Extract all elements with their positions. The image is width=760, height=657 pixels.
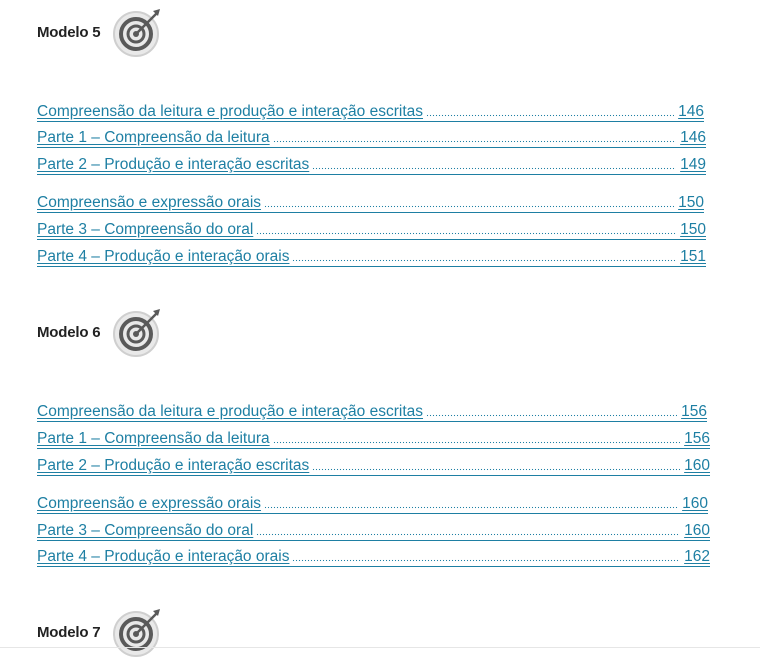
toc-entry[interactable]: Compreensão da leitura e produção e interação escritas 156 <box>37 399 707 422</box>
dot-leader <box>264 204 674 208</box>
page-number: 156 <box>681 403 707 420</box>
page-number: 146 <box>680 129 706 146</box>
dot-leader <box>426 413 677 417</box>
toc-entry[interactable]: Parte 4 – Produção e interação orais 151 <box>37 244 706 267</box>
dot-leader <box>273 440 680 444</box>
model-title: Modelo 5 <box>37 23 101 41</box>
page-number: 160 <box>684 522 710 539</box>
dot-leader <box>273 139 676 143</box>
page-number: 162 <box>684 548 710 565</box>
toc-entry[interactable]: Parte 1 – Compreensão da leitura 146 <box>37 125 706 148</box>
target-icon <box>100 307 162 357</box>
page-number: 146 <box>678 103 704 120</box>
dot-leader <box>312 467 680 471</box>
dot-leader <box>264 505 678 509</box>
page-number: 149 <box>680 156 706 173</box>
toc-entry[interactable]: Parte 3 – Compreensão do oral 150 <box>37 217 706 240</box>
dot-leader <box>426 113 674 117</box>
dot-leader <box>292 258 676 262</box>
page-number: 160 <box>682 495 708 512</box>
model-title: Modelo 7 <box>37 623 101 641</box>
toc-entry[interactable]: Parte 4 – Produção e interação orais 162 <box>37 544 710 567</box>
page-number: 150 <box>680 221 706 238</box>
dot-leader <box>292 558 680 562</box>
page-number: 156 <box>684 430 710 447</box>
model-title: Modelo 6 <box>37 323 101 341</box>
toc-entry[interactable]: Compreensão e expressão orais 150 <box>37 190 704 213</box>
toc-entry[interactable]: Parte 2 – Produção e interação escritas 160 <box>37 453 710 476</box>
model-5-header <box>37 8 162 56</box>
toc-entry[interactable]: Compreensão da leitura e produção e interação escritas 146 <box>37 99 704 122</box>
toc-entry[interactable]: Parte 2 – Produção e interação escritas 149 <box>37 152 706 175</box>
model-6-header <box>37 308 162 356</box>
target-icon <box>100 7 162 57</box>
page-number: 150 <box>678 194 704 211</box>
dot-leader <box>256 532 680 536</box>
dot-leader <box>256 231 676 235</box>
dot-leader <box>312 166 676 170</box>
model-7-header <box>37 608 162 656</box>
page-number: 151 <box>680 248 706 265</box>
toc-entry[interactable]: Parte 1 – Compreensão da leitura 156 <box>37 426 710 449</box>
page-number: 160 <box>684 457 710 474</box>
toc-entry[interactable]: Parte 3 – Compreensão do oral 160 <box>37 518 710 541</box>
toc-entry[interactable]: Compreensão e expressão orais 160 <box>37 491 708 514</box>
page-divider <box>0 647 760 648</box>
